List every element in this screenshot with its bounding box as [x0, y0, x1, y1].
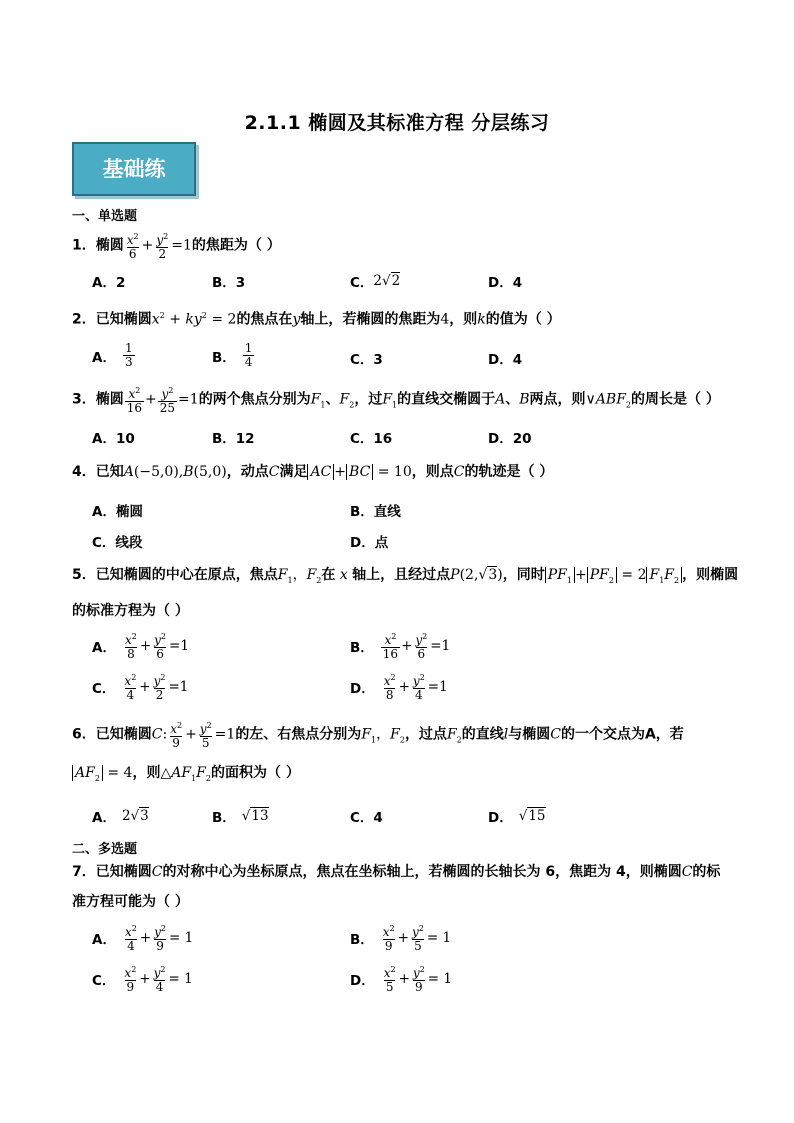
section-multiple-choice: 二、多选题: [72, 842, 138, 857]
question-2: 2．已知椭圆$x^2 + ky^2 = 2$的焦点在y轴上，若椭圆的焦距为4，则k的值为（ ）: [72, 311, 561, 328]
level-badge: 基础练: [72, 142, 196, 196]
q1-option-b[interactable]: B．3: [212, 275, 246, 291]
q6-option-d[interactable]: D． √15: [488, 808, 546, 826]
q3-option-c[interactable]: C．16: [350, 431, 393, 447]
q3-option-a[interactable]: A．10: [92, 431, 135, 447]
question-6-line-2: $AF_2 = 4$，则$\triangle AF_1F_2$的面积为（ ）: [72, 762, 734, 790]
question-5: 5．已知椭圆的中心在原点，焦点$F_1$，$F_2$在 x 轴上，且经过点P(2,√3)，同时 $PF_1 + PF_2 = 2$ $F_1F_2$ ，则椭圆: [72, 567, 739, 585]
page-title: 2.1.1 椭圆及其标准方程 分层练习: [244, 112, 550, 134]
q7-option-b[interactable]: B． $x^2$ 9 + $\frac{y^2}{5}$ = 1: [350, 924, 452, 953]
question-3: 3．椭圆 $\frac{x^2}{16}$ + $\frac{y^2}{25}$ =1的两个焦点分别为$F_1$、$F_2$，过$F_1$的直线交椭圆于A、B两点，则$\vee ABF_2$的周长是（ ）: [72, 386, 720, 415]
question-6: 6．已知椭圆C: $\frac{x^2}{9}$ + $\frac{y^2}{5}$ =1的左、右焦点分别为$F_1$，$F_2$，过点$F_2$的直线l与椭圆C的一个交点为A，若: [72, 721, 684, 750]
q6-option-b[interactable]: B． √13: [212, 808, 269, 826]
q7-option-a[interactable]: A． $x^2$ 4 + $\frac{y^2}{9}$ = 1: [92, 924, 194, 953]
q3-option-d[interactable]: D．20: [488, 431, 532, 447]
q4-option-d[interactable]: D．点: [350, 535, 389, 551]
question-5-line-2: 的标准方程为（ ）: [72, 603, 189, 619]
q4-option-c[interactable]: C．线段: [92, 535, 143, 551]
q6-option-a[interactable]: A． 2√3: [92, 808, 149, 826]
question-4: 4．已知A(−5,0),B(5,0)，动点C满足 AC + BC = 10，则点C的轨迹是（ ）: [72, 464, 554, 480]
question-7-line-2: 准方程可能为（ ）: [72, 894, 189, 910]
q2-option-b[interactable]: B． 1 4: [212, 341, 253, 369]
q7-option-d[interactable]: D． $x^2$ 5 + $\frac{y^2}{9}$ = 1: [350, 965, 452, 994]
q2-option-d[interactable]: D．4: [488, 352, 523, 368]
q3-option-b[interactable]: B．12: [212, 431, 255, 447]
section-single-choice: 一、单选题: [72, 209, 138, 224]
question-7: 7．已知椭圆C的对称中心为坐标原点，焦点在坐标轴上，若椭圆的长轴长为 6，焦距为 4，则椭圆C的标: [72, 864, 721, 880]
q1-option-a[interactable]: A．2: [92, 275, 126, 291]
q1-option-c[interactable]: C． 2√2: [350, 273, 401, 291]
q6-option-c[interactable]: C．4: [350, 810, 383, 826]
question-1: 1．椭圆 $\frac{x^2}{6}$ + $\frac{y^2}{2}$ =1的焦距为（ ）: [72, 232, 281, 261]
q5-option-d[interactable]: D． $x^2$ 8 + $\frac{y^2}{4}$ =1: [350, 673, 448, 702]
q2-option-c[interactable]: C．3: [350, 352, 383, 368]
q5-option-a[interactable]: A． $x^2$ 8 + $\frac{y^2}{6}$ =1: [92, 632, 189, 661]
q4-option-a[interactable]: A．椭圆: [92, 504, 143, 520]
q2-option-a[interactable]: A． 1 3: [92, 341, 133, 369]
q5-option-b[interactable]: B． $x^2$ 16 + $\frac{y^2}{6}$ =1: [350, 632, 451, 661]
q7-option-c[interactable]: C． $x^2$ 9 + $\frac{y^2}{4}$ = 1: [92, 965, 193, 994]
q4-option-b[interactable]: B．直线: [350, 504, 401, 520]
q1-option-d[interactable]: D．4: [488, 275, 523, 291]
q5-option-c[interactable]: C． $x^2$ 4 + $\frac{y^2}{2}$ =1: [92, 673, 189, 702]
